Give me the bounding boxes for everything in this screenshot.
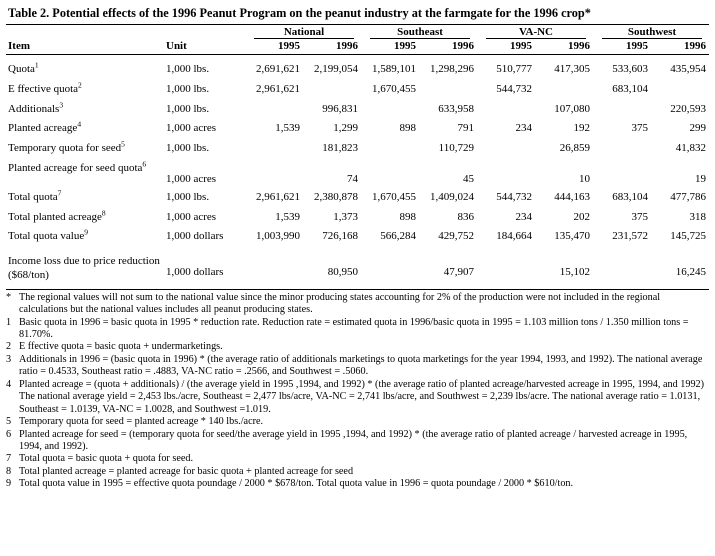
footnote-text: Planted acreage for seed = (temporary quota for seed/the average yield in 1995 ,1994, and 1992) * (the average ratio of planted acreage / harvested acreage in 1995, 1994, and 1992).	[19, 428, 688, 452]
row-label-temporary-quota-seed	[6, 139, 164, 159]
cell-national-1995: 2,961,621	[256, 82, 300, 95]
cell-southwest-1996: 16,245	[675, 266, 706, 279]
footnote-ref: 6	[142, 159, 147, 169]
footnote-mark: 3	[6, 353, 12, 365]
row-label-planted-acreage	[6, 119, 164, 139]
cell-vanc-1996: 192	[573, 122, 590, 135]
footnotes	[6, 290, 709, 491]
row-unit: 1,000 lbs.	[166, 82, 210, 95]
cell-vanc-1996: 417,305	[554, 63, 590, 76]
cell-southwest-1996: 299	[689, 122, 706, 135]
cell-national-1996: 2,199,054	[314, 63, 358, 76]
table-row	[6, 188, 710, 208]
footnote-text: Temporary quota for seed = planted acreage * 140 lbs./acre.	[19, 416, 264, 428]
row-label-effective-quota	[6, 80, 164, 100]
cell-national-1996	[304, 80, 362, 100]
cell-southeast-1996: 47,907	[443, 266, 474, 279]
row-label-text: Planted acreage	[8, 122, 78, 135]
cell-national-1995: 2,961,621	[256, 190, 300, 203]
footnote-ref: 5	[121, 139, 125, 149]
cell-national-1995	[246, 159, 304, 188]
cell-southwest-1996: 477,786	[670, 190, 706, 203]
cell-vanc-1995	[478, 139, 536, 159]
cell-southeast-1995: 1,670,455	[372, 190, 416, 203]
cell-national-1996: 74	[347, 172, 358, 185]
cell-vanc-1996: 135,470	[554, 230, 590, 243]
group-header-southwest	[594, 25, 710, 39]
table-title: Table 2. Potential effects of the 1996 Peanut Program on the peanut industry at the farmgate for the 1996 crop*	[8, 6, 591, 20]
table-row	[6, 227, 710, 247]
footnote-item	[6, 453, 709, 465]
cell-southwest-1996	[652, 80, 710, 100]
footnote-text: Total planted acreage = planted acreage for basic quota + planted acreage for seed	[19, 465, 354, 477]
cell-southeast-1996: 633,958	[438, 102, 474, 115]
cell-national-1995	[246, 252, 304, 286]
footnote-text: Basic quota in 1996 = basic quota in 1995 * reduction rate. Reduction rate = estimated quota in 1996/basic quota in 1995 = 1.103 million tons / 1.350 million tons = 81.70%.	[19, 316, 689, 341]
row-label-planted-acreage-seed-quota	[6, 159, 164, 188]
row-unit: 1,000 acres	[166, 172, 217, 185]
cell-southwest-1996: 318	[689, 210, 706, 223]
footnote-item	[6, 292, 709, 317]
footnote-mark: 8	[6, 465, 12, 477]
footnote-item	[6, 317, 709, 342]
cell-southeast-1996: 1,409,024	[430, 190, 474, 203]
cell-southeast-1995: 898	[399, 122, 416, 135]
cell-southeast-1996: 1,298,296	[430, 63, 474, 76]
footnote-mark: 7	[6, 453, 12, 465]
peanut-program-table	[6, 25, 710, 54]
group-label-southwest: Southwest	[602, 26, 702, 39]
footnote-mark: 1	[6, 316, 12, 328]
cell-national-1996: 2,380,878	[314, 190, 358, 203]
footnote-item	[6, 478, 709, 490]
column-header-southeast-1996: 1996	[452, 40, 474, 53]
cell-southwest-1996: 220,593	[670, 102, 706, 115]
cell-vanc-1995: 544,732	[496, 82, 532, 95]
cell-southwest-1995: 375	[631, 122, 648, 135]
row-unit: 1,000 acres	[166, 122, 217, 135]
cell-southeast-1995	[362, 252, 420, 286]
cell-vanc-1996: 10	[579, 172, 590, 185]
cell-southeast-1995: 1,589,101	[372, 63, 416, 76]
cell-southeast-1996: 791	[457, 122, 474, 135]
cell-national-1995: 1,003,990	[256, 230, 300, 243]
row-label-quota	[6, 60, 164, 80]
row-label-text: Planted acreage for seed quota	[8, 161, 143, 174]
footnote-mark: *	[6, 291, 12, 303]
group-header-item-blank	[6, 25, 164, 39]
group-label-vanc: VA-NC	[486, 26, 586, 39]
footnote-text: Total quota value in 1995 = effective quota poundage / 2000 * $678/ton. Total quota value in 1996 = quota poundage / 2000 * $610/ton.	[19, 478, 574, 490]
cell-national-1995	[246, 100, 304, 120]
footnote-ref: 4	[77, 119, 82, 129]
row-unit: 1,000 acres	[166, 210, 217, 223]
column-header-southwest-1996: 1996	[684, 40, 706, 53]
row-unit: 1,000 lbs.	[166, 190, 210, 203]
cell-southeast-1995: 1,670,455	[372, 82, 416, 95]
cell-southeast-1995	[362, 139, 420, 159]
table-row	[6, 159, 710, 188]
table-row	[6, 80, 710, 100]
footnote-item	[6, 341, 709, 353]
row-unit: 1,000 lbs.	[166, 102, 210, 115]
cell-vanc-1996: 202	[573, 210, 590, 223]
cell-southeast-1995: 566,284	[380, 230, 416, 243]
footnote-mark: 5	[6, 416, 12, 428]
group-label-national: National	[254, 26, 354, 39]
column-header-vanc-1996: 1996	[568, 40, 590, 53]
cell-southeast-1996: 110,729	[438, 142, 474, 155]
group-label-southeast: Southeast	[370, 26, 470, 39]
group-header-row	[6, 25, 710, 39]
row-label-total-quota	[6, 188, 164, 208]
year-header-row	[6, 39, 710, 54]
cell-southwest-1995: 375	[631, 210, 648, 223]
footnote-ref: 9	[84, 227, 88, 237]
footnote-item	[6, 466, 709, 478]
cell-southwest-1995: 231,572	[612, 230, 648, 243]
cell-southwest-1995	[594, 100, 652, 120]
row-label-text: Total quota value	[8, 230, 85, 243]
column-header-national-1995: 1995	[278, 40, 300, 53]
footnote-mark: 9	[6, 478, 12, 490]
footnote-text: Additionals in 1996 = (basic quota in 1996) * (the average ratio of additionals marketings to quota marketings for the year 1994, 1993, and 1992). The national average ratio = 0.4533, Southeast ratio = .4883, VA-NC ratio = .2566, and Southwest = .5060.	[19, 353, 703, 378]
footnote-text: The regional values will not sum to the national value since the minor producing states accounting for 2% of the production were not included in the regional calculations but the national values includes all peanut producing states.	[19, 291, 661, 316]
cell-vanc-1995: 234	[515, 210, 532, 223]
cell-southeast-1996: 429,752	[438, 230, 474, 243]
row-label-text: Total quota	[8, 190, 58, 203]
cell-national-1995	[246, 139, 304, 159]
row-label-text: Additionals	[8, 102, 60, 115]
cell-vanc-1995: 510,777	[496, 63, 532, 76]
table-row	[6, 208, 710, 228]
cell-national-1996: 1,373	[333, 210, 358, 223]
cell-southwest-1996: 145,725	[670, 230, 706, 243]
row-label-text: Income loss due to price reduction ($68/ton)	[8, 255, 160, 281]
footnote-item	[6, 354, 709, 379]
column-header-vanc-1995: 1995	[510, 40, 532, 53]
table-row	[6, 139, 710, 159]
row-unit: 1,000 lbs.	[166, 63, 210, 76]
row-label-income-loss	[6, 252, 164, 286]
cell-southwest-1995: 533,603	[612, 63, 648, 76]
column-header-item: Item	[8, 40, 30, 53]
peanut-program-table-body	[6, 55, 710, 286]
cell-southwest-1996: 41,832	[675, 142, 706, 155]
row-label-text: Quota	[8, 63, 35, 76]
cell-vanc-1995	[478, 159, 536, 188]
row-label-text: Total planted acreage	[8, 210, 102, 223]
cell-vanc-1996: 107,080	[554, 102, 590, 115]
footnote-ref: 8	[101, 208, 106, 218]
footnote-ref: 2	[78, 80, 82, 90]
table-row	[6, 60, 710, 80]
column-header-national-1996: 1996	[336, 40, 358, 53]
cell-southwest-1995	[594, 252, 652, 286]
cell-national-1995: 1,539	[275, 210, 300, 223]
cell-southwest-1995: 683,104	[612, 190, 648, 203]
cell-national-1996: 1,299	[333, 122, 358, 135]
column-header-unit: Unit	[166, 40, 187, 53]
footnote-item	[6, 416, 709, 428]
row-label-text: E ffective quota	[8, 82, 79, 95]
cell-vanc-1995: 544,732	[496, 190, 532, 203]
row-unit: 1,000 dollars	[166, 266, 224, 279]
footnote-text: Total quota = basic quota + quota for seed.	[19, 453, 194, 465]
cell-vanc-1995	[478, 252, 536, 286]
group-header-southeast	[362, 25, 478, 39]
cell-southeast-1996: 45	[463, 172, 474, 185]
footnote-ref: 1	[34, 60, 39, 70]
footnote-mark: 6	[6, 428, 12, 440]
cell-southeast-1996	[420, 80, 478, 100]
cell-southwest-1995: 683,104	[612, 82, 648, 95]
cell-southeast-1995: 898	[399, 210, 416, 223]
table-row	[6, 100, 710, 120]
row-label-text: Temporary quota for seed	[8, 142, 122, 155]
cell-southeast-1995	[362, 159, 420, 188]
footnote-item	[6, 379, 709, 416]
group-header-vanc	[478, 25, 594, 39]
group-header-national	[246, 25, 362, 39]
cell-national-1995: 1,539	[275, 122, 300, 135]
cell-national-1996: 726,168	[322, 230, 358, 243]
cell-national-1996: 80,950	[327, 266, 358, 279]
row-label-total-quota-value	[6, 227, 164, 247]
column-header-southeast-1995: 1995	[394, 40, 416, 53]
cell-vanc-1995: 184,664	[496, 230, 532, 243]
row-unit: 1,000 dollars	[166, 230, 224, 243]
row-label-total-planted-acreage	[6, 208, 164, 228]
cell-national-1996: 181,823	[322, 142, 358, 155]
footnote-ref: 3	[59, 100, 64, 110]
cell-national-1996: 996,831	[322, 102, 358, 115]
group-header-unit-blank	[164, 25, 246, 39]
cell-vanc-1996: 26,859	[559, 142, 590, 155]
cell-vanc-1996: 444,163	[554, 190, 590, 203]
cell-vanc-1995: 234	[515, 122, 532, 135]
footnote-mark: 4	[6, 378, 12, 390]
cell-southeast-1996: 836	[457, 210, 474, 223]
cell-southwest-1995	[594, 159, 652, 188]
table-row	[6, 252, 710, 286]
cell-southwest-1996: 19	[695, 172, 706, 185]
footnote-text: E ffective quota = basic quota + undermarketings.	[19, 341, 223, 353]
cell-southwest-1996: 435,954	[670, 63, 706, 76]
cell-southeast-1995	[362, 100, 420, 120]
table-row	[6, 119, 710, 139]
cell-southwest-1995	[594, 139, 652, 159]
cell-vanc-1995	[478, 100, 536, 120]
cell-vanc-1996: 15,102	[559, 266, 590, 279]
row-unit: 1,000 lbs.	[166, 142, 210, 155]
cell-national-1995: 2,691,621	[256, 63, 300, 76]
row-label-additionals	[6, 100, 164, 120]
cell-vanc-1996	[536, 80, 594, 100]
footnote-text: Planted acreage = (quota + additionals) / (the average yield in 1995 ,1994, and 1992) * (the average ratio of planted acreage/harvested acreage in 1995, 1994, and 1992) The national average yield = 2,453 lbs./acre, Southeast = 2,477 lbs/acre, VA-NC = 2,741 lbs/acre, and Southwest = 2,239 lbs/acre. The national average ratio = 1.0131, Southeast = 1.0139, VA-NC = 1.0028, and Southwest =1.019.	[19, 378, 705, 415]
footnote-ref: 7	[57, 188, 62, 198]
footnote-item	[6, 429, 709, 454]
footnote-mark: 2	[6, 341, 12, 353]
column-header-southwest-1995: 1995	[626, 40, 648, 53]
